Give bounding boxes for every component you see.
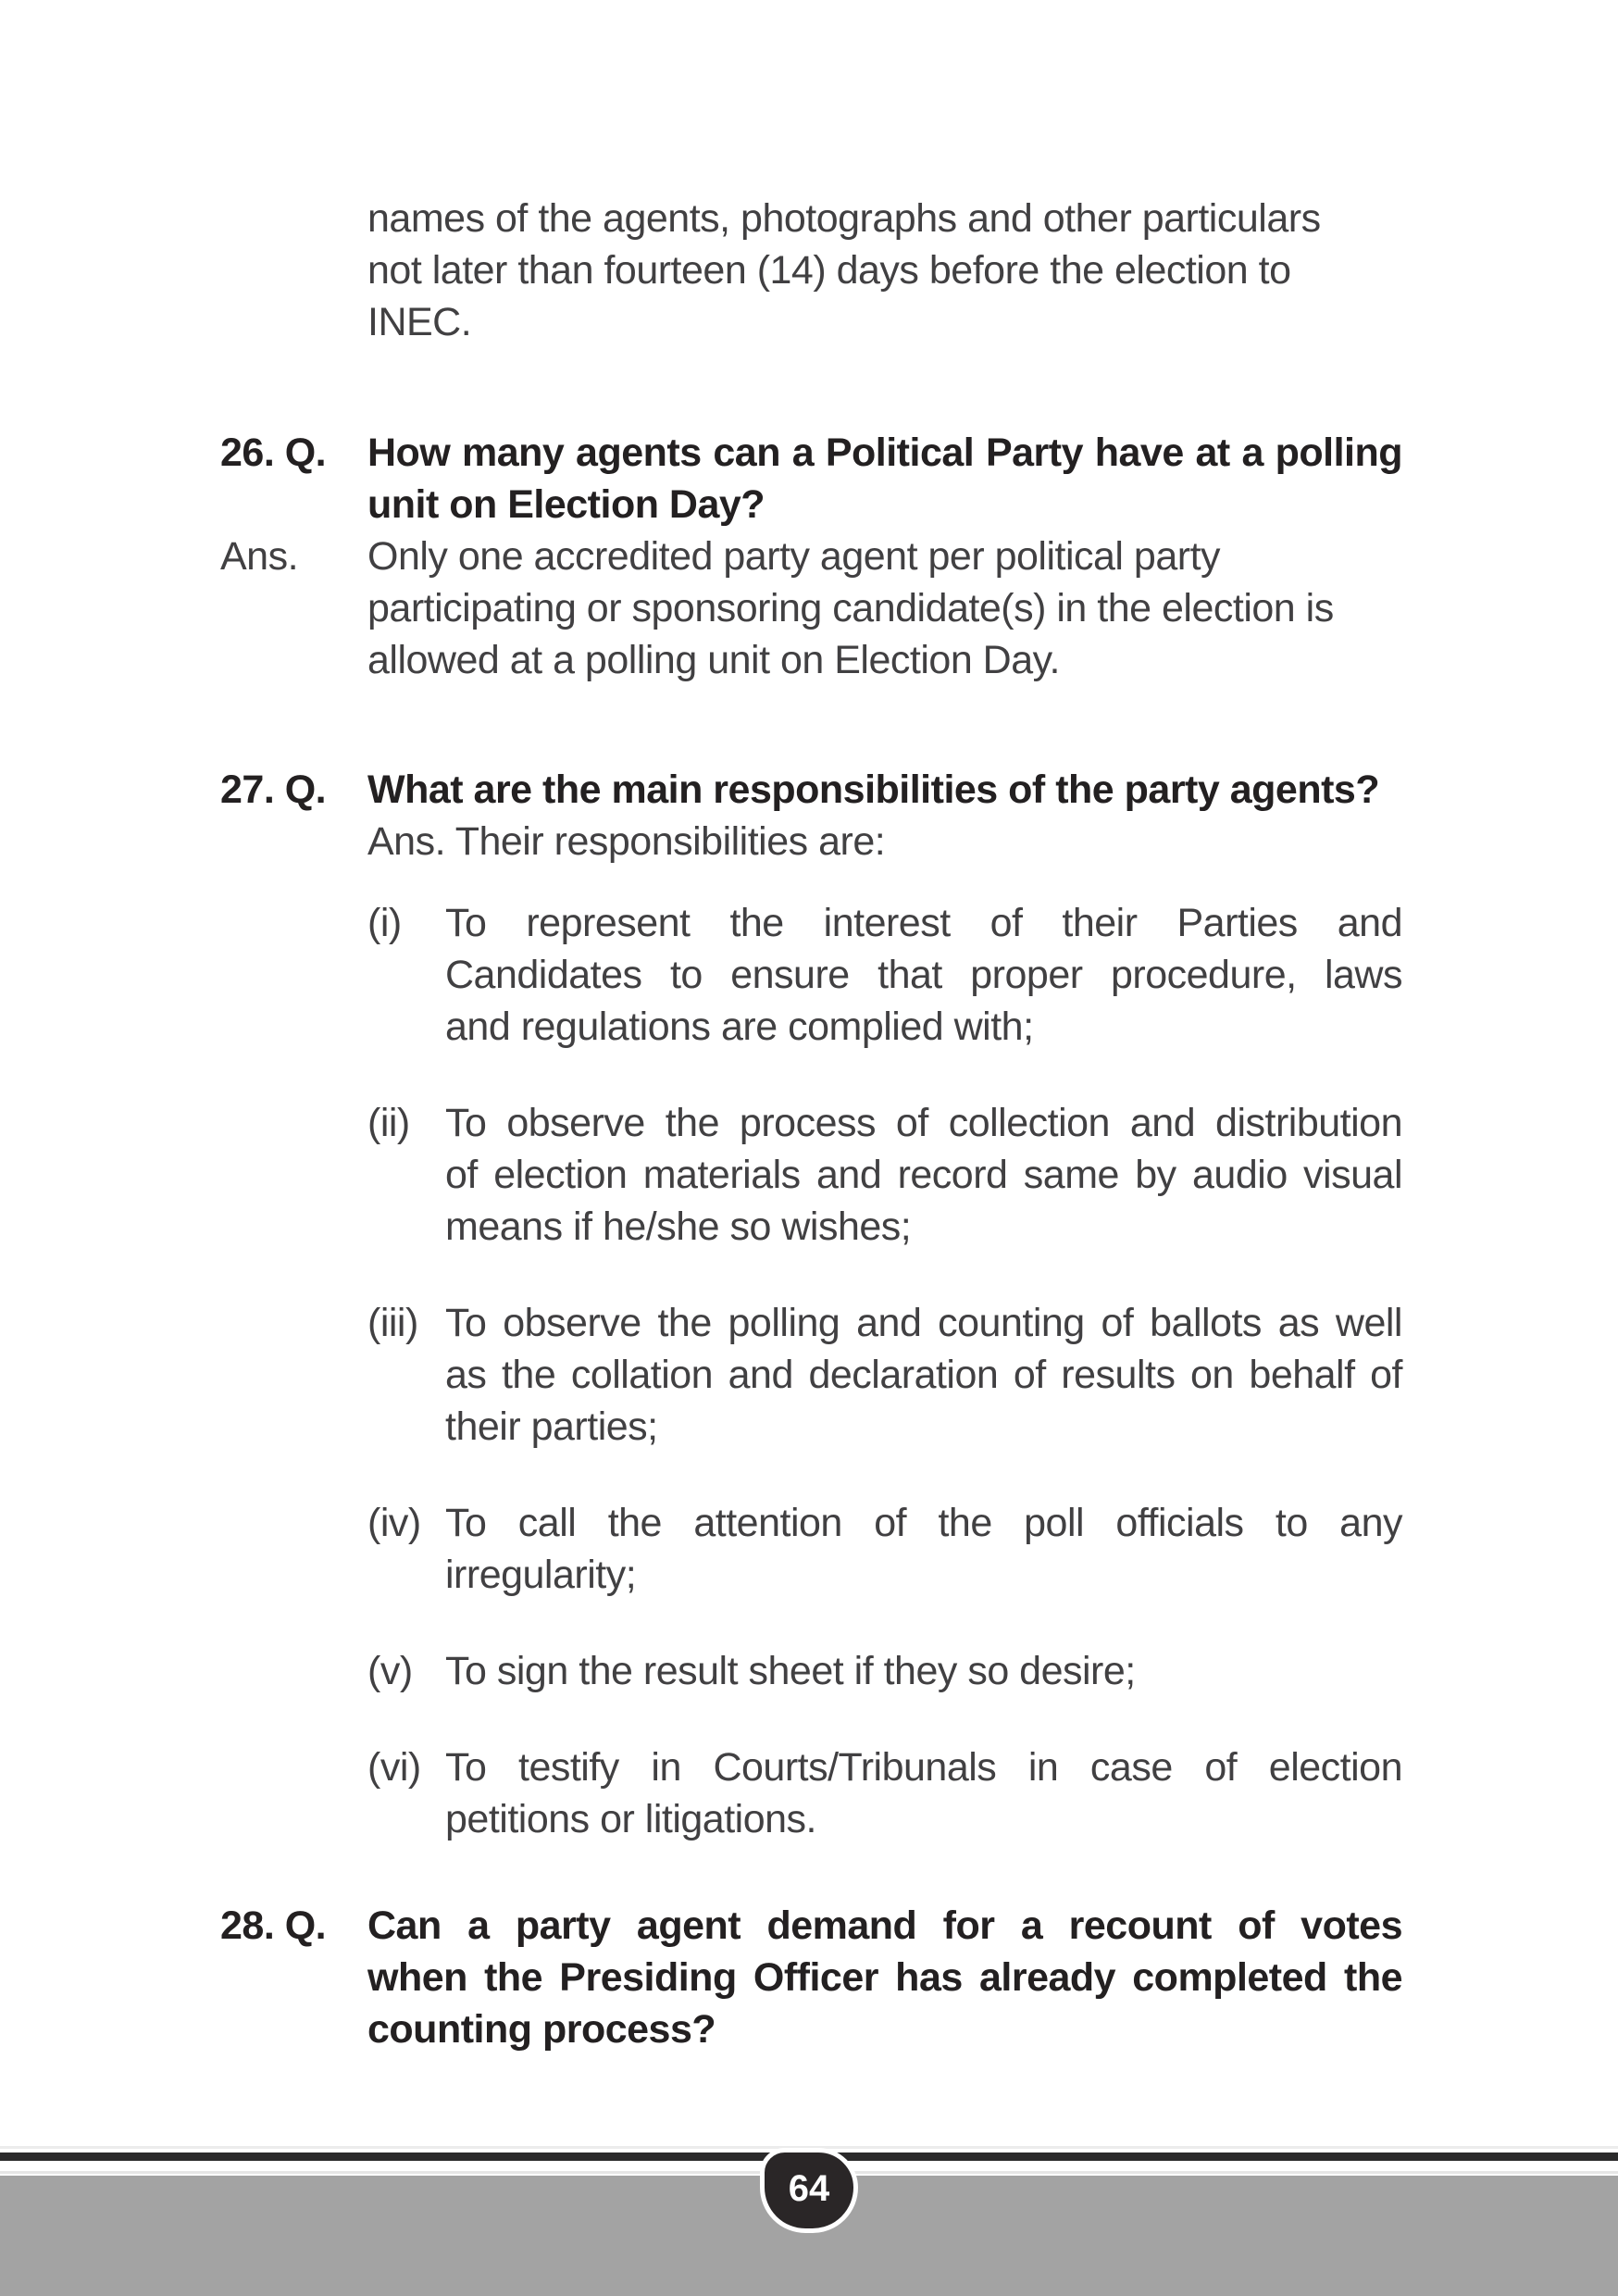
list-item-text: To represent the interest of their Parties and Candidates to ensure that proper procedure, laws and regulations are complied with; [445, 901, 1402, 1049]
list-item [367, 1497, 1402, 1601]
page-content [220, 193, 1402, 2055]
list-item [367, 1297, 1402, 1453]
list-item-marker: (iii) [367, 1301, 418, 1345]
list-item-text: To observe the polling and counting of ballots as well as the collation and declaration of results on behalf of their parties; [445, 1301, 1402, 1449]
continuation-row [220, 193, 1402, 348]
page-number-badge [760, 2148, 858, 2233]
list-item-text: To testify in Courts/Tribunals in case of election petitions or litigations. [445, 1745, 1402, 1841]
question-26-number: 26. Q. [220, 430, 327, 475]
question-28-row [220, 1900, 1402, 2055]
question-26-text: How many agents can a Political Party have at a polling unit on Election Day? [367, 430, 1402, 527]
list-item-marker: (ii) [367, 1101, 410, 1145]
question-27-text: What are the main responsibilities of the party agents? [367, 767, 1380, 812]
answer-27-gutter [220, 816, 367, 867]
question-28-number: 28. Q. [220, 1903, 327, 1948]
page-number: 64 [788, 2167, 830, 2209]
responsibilities-gutter [220, 867, 367, 1845]
question-28-text: Can a party agent demand for a recount of votes when the Presiding Officer has already completed the counting process? [367, 1903, 1402, 2052]
answer-27-intro: Ans. Their responsibilities are: [367, 819, 886, 864]
answer-26-label: Ans. [220, 534, 299, 579]
answer-27-intro-row [220, 816, 1402, 867]
list-item-marker: (vi) [367, 1745, 421, 1790]
question-26-row [220, 427, 1402, 530]
list-item-text: To call the attention of the poll officials to any irregularity; [445, 1501, 1402, 1597]
continuation-paragraph: names of the agents, photographs and other particulars not later than fourteen (14) days before the election to INEC. [367, 196, 1321, 344]
list-item [367, 1741, 1402, 1845]
list-item [367, 897, 1402, 1053]
list-item-marker: (v) [367, 1649, 413, 1693]
responsibilities-row [220, 867, 1402, 1845]
list-item-text: To sign the result sheet if they so desire; [445, 1649, 1136, 1693]
continuation-gutter [220, 193, 367, 348]
list-item [367, 1097, 1402, 1253]
answer-26-text: Only one accredited party agent per political party participating or sponsoring candidate(s) in the election is allowed at a polling unit on Election Day. [367, 534, 1334, 682]
list-item-marker: (i) [367, 901, 402, 945]
list-item [367, 1645, 1402, 1697]
question-27-number: 27. Q. [220, 767, 327, 812]
list-item-text: To observe the process of collection and distribution of election materials and record same by audio visual means if he/she so wishes; [445, 1101, 1402, 1249]
question-27-row [220, 764, 1402, 816]
list-item-marker: (iv) [367, 1501, 421, 1545]
answer-26-row [220, 530, 1402, 686]
responsibilities-list [367, 897, 1402, 1845]
